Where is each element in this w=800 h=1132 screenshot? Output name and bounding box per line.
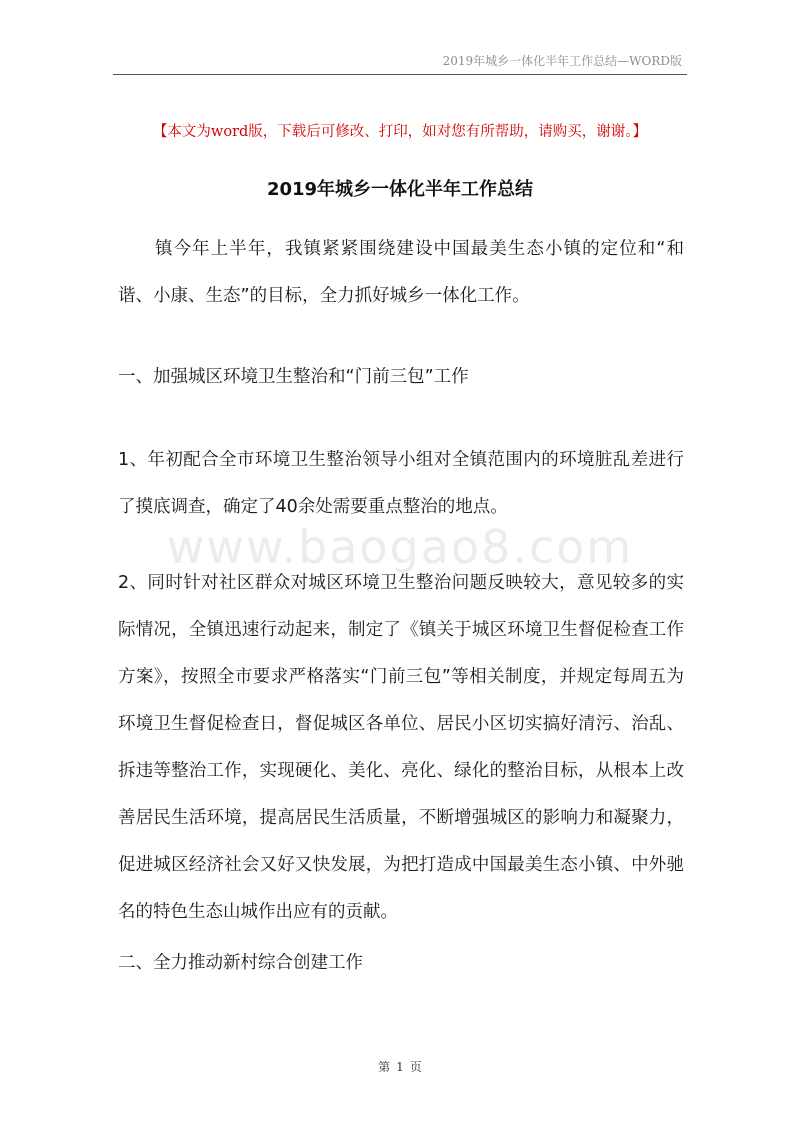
watermark: www.baogao8.com: [166, 520, 634, 574]
page-number: [0, 1058, 800, 1075]
intro-paragraph: 镇今年上半年，我镇紧紧围绕建设中国最美生态小镇的定位和“和谐、小康、生态”的目标，全力抓好城乡一体化工作。: [118, 239, 684, 306]
page-number-value: 1: [396, 1060, 404, 1074]
page-prefix: 第: [378, 1060, 391, 1074]
list-item-2: 2、同时针对社区群众对城区环境卫生整治问题反映较大，意见较多的实际情况，全镇迅速行动起来，制定了《镇关于城区环境卫生督促检查工作方案》，按照全市要求严格落实“门前三包”等相关制度，并规定每周五为环境卫生督促检查日，督促城区各单位、居民小区切实搞好清污、治乱、拆违等整治工作，实现硬化、美化、亮化、绿化的整治目标，从根本上改善居民生活环境，提高居民生活质量，不断增强城区的影响力和凝聚力，促进城区经济社会又好又快发展，为把打造成中国最美生态小镇、中外驰名的特色生态山城作出应有的贡献。: [118, 573, 684, 922]
running-header: 2019年城乡一体化半年工作总结—WORD版: [442, 54, 682, 68]
header-divider: [113, 74, 687, 75]
list-item-1: 1、年初配合全市环境卫生整治领导小组对全镇范围内的环境脏乱差进行了摸底调查，确定了40余处需要重点整治的地点。: [118, 450, 684, 517]
document-title: 2019年城乡一体化半年工作总结: [266, 179, 534, 200]
section-heading-1: 一、加强城区环境卫生整治和“门前三包”工作: [118, 367, 469, 387]
page-suffix: 页: [409, 1060, 422, 1074]
section-heading-2: 二、全力推动新村综合创建工作: [118, 953, 363, 973]
purchase-notice: 【本文为word版，下载后可修改、打印，如对您有所帮助，请购买，谢谢。】: [152, 124, 648, 140]
